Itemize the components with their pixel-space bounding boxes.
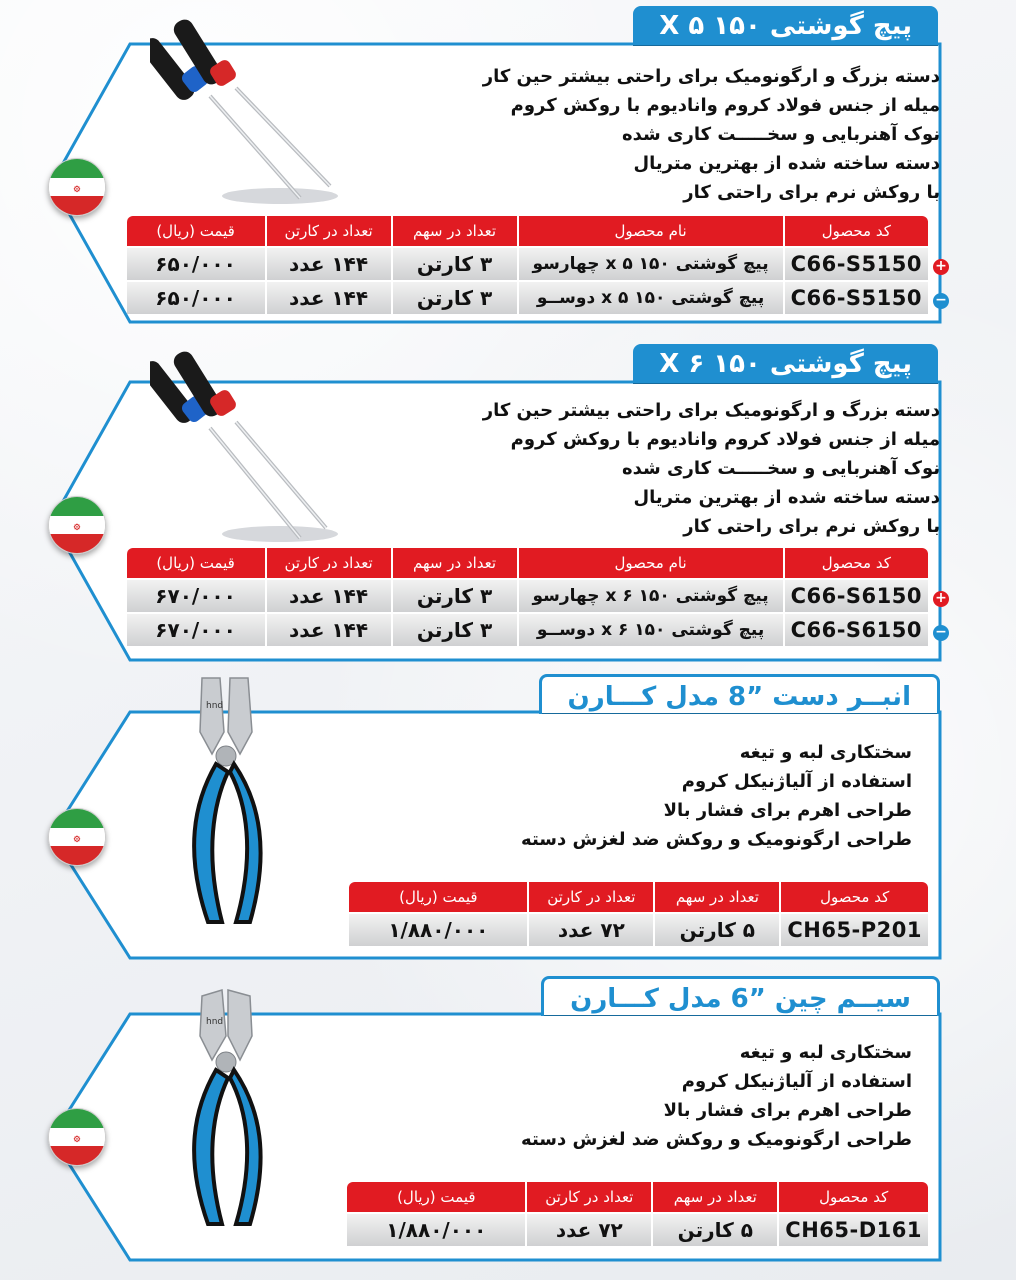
product-code: C66-S5150 bbox=[785, 282, 928, 314]
column-header: تعداد در سهم bbox=[653, 1182, 777, 1212]
feature-item: سختکاری لبه و تیغه bbox=[739, 742, 912, 763]
section-title: پیچ گوشتی ۱۵۰ X ۶ bbox=[633, 344, 938, 384]
section-title: سیــم چین ”6 مدل کـــارن bbox=[541, 976, 940, 1016]
share-quantity: ۵ کارتن bbox=[655, 914, 779, 946]
share-quantity: ۳ کارتن bbox=[393, 248, 517, 280]
product-code: C66-S6150 bbox=[785, 580, 928, 612]
column-header: کد محصول bbox=[785, 216, 928, 246]
feature-item: استفاده از آلیاژنیکل کروم bbox=[681, 1071, 912, 1092]
column-header: کد محصول bbox=[781, 882, 928, 912]
column-header: تعداد در سهم bbox=[393, 216, 517, 246]
feature-item: دسته بزرگ و ارگونومیک برای راحتی بیشتر حین کار bbox=[482, 400, 940, 421]
table-header-row bbox=[127, 548, 928, 578]
svg-text:hnd: hnd bbox=[206, 701, 224, 711]
column-header: کد محصول bbox=[785, 548, 928, 578]
price: ۱/۸۸۰/۰۰۰ bbox=[347, 1214, 525, 1246]
table-row bbox=[127, 248, 928, 280]
table-row bbox=[127, 614, 928, 646]
plus-icon: + bbox=[933, 591, 949, 607]
share-quantity: ۳ کارتن bbox=[393, 614, 517, 646]
feature-item: طراحی اهرم برای فشار بالا bbox=[663, 800, 912, 821]
product-section-diagonal-cutter bbox=[0, 972, 1016, 1272]
iran-flag-icon: ۞ bbox=[48, 158, 106, 216]
column-header: قیمت (ریال) bbox=[349, 882, 527, 912]
feature-item: دسته ساخته شده از بهترین متریال bbox=[633, 153, 940, 174]
section-title: پیچ گوشتی ۱۵۰ X ۵ bbox=[633, 6, 938, 46]
column-header: تعداد در کارتن bbox=[267, 548, 391, 578]
wire-cutter-image bbox=[172, 976, 282, 1236]
column-header: قیمت (ریال) bbox=[127, 216, 265, 246]
price-table bbox=[125, 214, 930, 316]
column-header: قیمت (ریال) bbox=[127, 548, 265, 578]
carton-quantity: ۱۴۴ عدد bbox=[267, 248, 391, 280]
feature-item: دسته بزرگ و ارگونومیک برای راحتی بیشتر حین کار bbox=[482, 66, 940, 87]
carton-quantity: ۷۲ عدد bbox=[527, 1214, 651, 1246]
iran-flag-icon: ۞ bbox=[48, 808, 106, 866]
minus-icon: − bbox=[933, 293, 949, 309]
price-table bbox=[347, 880, 930, 948]
column-header: تعداد در سهم bbox=[393, 548, 517, 578]
iran-flag-icon: ۞ bbox=[48, 1108, 106, 1166]
column-header: کد محصول bbox=[779, 1182, 928, 1212]
feature-item: سختکاری لبه و تیغه bbox=[739, 1042, 912, 1063]
column-header: تعداد در کارتن bbox=[527, 1182, 651, 1212]
product-name: پیچ گوشتی ۱۵۰ x ۵ دوســو bbox=[519, 282, 783, 314]
table-row bbox=[127, 580, 928, 612]
feature-item: طراحی ارگونومیک و روکش ضد لغزش دسته bbox=[521, 1129, 912, 1150]
product-code: C66-S5150 bbox=[785, 248, 928, 280]
product-name: پیچ گوشتی ۱۵۰ x ۶ دوســو bbox=[519, 614, 783, 646]
section-title: انبــر دست ”8 مدل کـــارن bbox=[539, 674, 940, 714]
price: ۶۷۰/۰۰۰ bbox=[127, 580, 265, 612]
pliers-image bbox=[172, 672, 282, 932]
carton-quantity: ۱۴۴ عدد bbox=[267, 614, 391, 646]
table-header-row bbox=[349, 882, 928, 912]
share-quantity: ۳ کارتن bbox=[393, 580, 517, 612]
column-header: نام محصول bbox=[519, 548, 783, 578]
product-code: C66-S6150 bbox=[785, 614, 928, 646]
feature-item: با روکش نرم برای راحتی کار bbox=[683, 182, 940, 203]
price: ۱/۸۸۰/۰۰۰ bbox=[349, 914, 527, 946]
share-quantity: ۵ کارتن bbox=[653, 1214, 777, 1246]
table-row bbox=[127, 282, 928, 314]
feature-item: میله از جنس فولاد کروم وانادیوم با روکش کروم bbox=[510, 95, 940, 116]
product-name: پیچ گوشتی ۱۵۰ x ۵ چهارسو bbox=[519, 248, 783, 280]
feature-item: نوک آهنربایی و سخـــــت کاری شده bbox=[622, 458, 940, 479]
product-code: CH65-D161 bbox=[779, 1214, 928, 1246]
svg-text:hnd: hnd bbox=[206, 1017, 224, 1027]
carton-quantity: ۱۴۴ عدد bbox=[267, 282, 391, 314]
price: ۶۵۰/۰۰۰ bbox=[127, 248, 265, 280]
screwdriver-image bbox=[150, 8, 370, 218]
carton-quantity: ۱۴۴ عدد bbox=[267, 580, 391, 612]
minus-icon: − bbox=[933, 625, 949, 641]
price: ۶۵۰/۰۰۰ bbox=[127, 282, 265, 314]
feature-item: نوک آهنربایی و سخـــــت کاری شده bbox=[622, 124, 940, 145]
carton-quantity: ۷۲ عدد bbox=[529, 914, 653, 946]
feature-item: استفاده از آلیاژنیکل کروم bbox=[681, 771, 912, 792]
feature-list bbox=[483, 62, 940, 207]
table-row bbox=[347, 1214, 928, 1246]
feature-item: دسته ساخته شده از بهترین متریال bbox=[633, 487, 940, 508]
table-header-row bbox=[127, 216, 928, 246]
product-code: CH65-P201 bbox=[781, 914, 928, 946]
share-quantity: ۳ کارتن bbox=[393, 282, 517, 314]
column-header: قیمت (ریال) bbox=[347, 1182, 525, 1212]
column-header: تعداد در سهم bbox=[655, 882, 779, 912]
feature-item: طراحی اهرم برای فشار بالا bbox=[663, 1100, 912, 1121]
feature-item: طراحی ارگونومیک و روکش ضد لغزش دسته bbox=[521, 829, 912, 850]
product-section-screwdriver-6x150 bbox=[0, 338, 1016, 673]
product-section-screwdriver-5x150 bbox=[0, 0, 1016, 335]
feature-list bbox=[483, 396, 940, 541]
price-table bbox=[345, 1180, 930, 1248]
feature-item: میله از جنس فولاد کروم وانادیوم با روکش کروم bbox=[510, 429, 940, 450]
feature-list bbox=[521, 1038, 912, 1154]
price-table bbox=[125, 546, 930, 648]
feature-item: با روکش نرم برای راحتی کار bbox=[683, 516, 940, 537]
table-row bbox=[349, 914, 928, 946]
product-section-combination-pliers bbox=[0, 670, 1016, 970]
column-header: تعداد در کارتن bbox=[267, 216, 391, 246]
column-header: نام محصول bbox=[519, 216, 783, 246]
table-header-row bbox=[347, 1182, 928, 1212]
column-header: تعداد در کارتن bbox=[529, 882, 653, 912]
screwdriver-image bbox=[150, 348, 370, 558]
product-name: پیچ گوشتی ۱۵۰ x ۶ چهارسو bbox=[519, 580, 783, 612]
plus-icon: + bbox=[933, 259, 949, 275]
iran-flag-icon: ۞ bbox=[48, 496, 106, 554]
price: ۶۷۰/۰۰۰ bbox=[127, 614, 265, 646]
feature-list bbox=[521, 738, 912, 854]
